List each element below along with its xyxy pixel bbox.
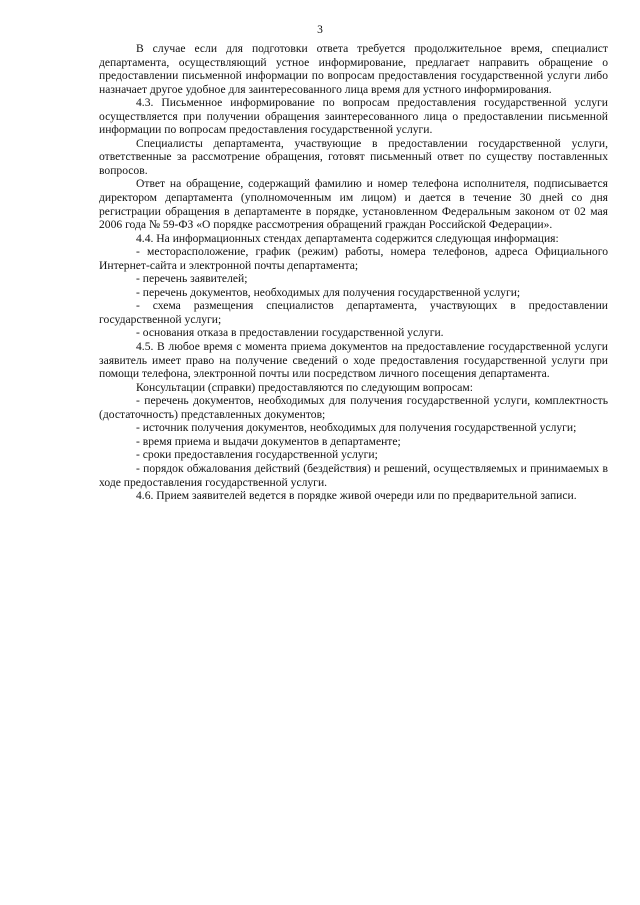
list-item: - источник получения документов, необходимых для получения государственной услуги; — [136, 421, 577, 435]
paragraph: 4.6. Прием заявителей ведется в порядке живой очереди или по предварительной записи. — [136, 489, 577, 503]
document-body — [99, 42, 608, 503]
paragraph: Консультации (справки) предоставляются по следующим вопросам: — [136, 380, 473, 394]
paragraph: Специалисты департамента, участвующие в предоставлении государственной услуги, ответственные за рассмотрение обращения, готовят письменный ответ по существу поставленных вопросов. — [99, 136, 608, 177]
paragraph: Ответ на обращение, содержащий фамилию и номер телефона исполнителя, подписывается директором департамента (уполномоченным им лицом) и дается в течение 30 дней со дня регистрации обращения в департаменте в порядке, установленном Федеральным законом от 02 мая 2006 года № 59-ФЗ «О порядке рассмотрения обращений граждан Российской Федерации». — [99, 177, 608, 232]
paragraph: 4.5. В любое время с момента приема документов на предоставление государственной услуги заявитель имеет право на получение сведений о ходе предоставления государственной услуги при помощи телефона, электронной почты или посредством личного посещения департамента. — [99, 340, 608, 381]
list-item: - перечень заявителей; — [136, 272, 248, 286]
paragraph: 4.3. Письменное информирование по вопросам предоставления государственной услуги осуществляется при получении обращения заинтересованного лица о предоставлении письменной информации по вопросам предоставления государственной услуги. — [99, 96, 608, 137]
paragraph: 4.4. На информационных стендах департамента содержится следующая информация: — [136, 231, 559, 245]
page-number: 3 — [317, 24, 323, 36]
list-item: - порядок обжалования действий (бездействия) и решений, осуществляемых и принимаемых в ходе предоставления государственной услуги. — [99, 461, 608, 489]
list-item: - перечень документов, необходимых для получения государственной услуги, комплектность (достаточность) представленных документов; — [99, 394, 608, 421]
list-item: - сроки предоставления государственной услуги; — [136, 448, 378, 462]
list-item: - перечень документов, необходимых для получения государственной услуги; — [136, 285, 521, 299]
list-item: - месторасположение, график (режим) работы, номера телефонов, адреса Официального Интернет-сайта и электронной почты департамента; — [99, 245, 608, 272]
list-item: - основания отказа в предоставлении государственной услуги. — [136, 326, 444, 340]
list-item: - время приема и выдачи документов в департаменте; — [136, 434, 401, 448]
list-item: - схема размещения специалистов департамента, участвующих в предоставлении государственной услуги; — [99, 299, 608, 326]
paragraph: В случае если для подготовки ответа требуется продолжительное время, специалист департамента, осуществляющий устное информирование, предлагает направить обращение о предоставлении письменной информации по вопросам предоставления государственной услуги либо назначает другое удобное для заинтересованного лица время для устного информирования. — [99, 42, 608, 96]
